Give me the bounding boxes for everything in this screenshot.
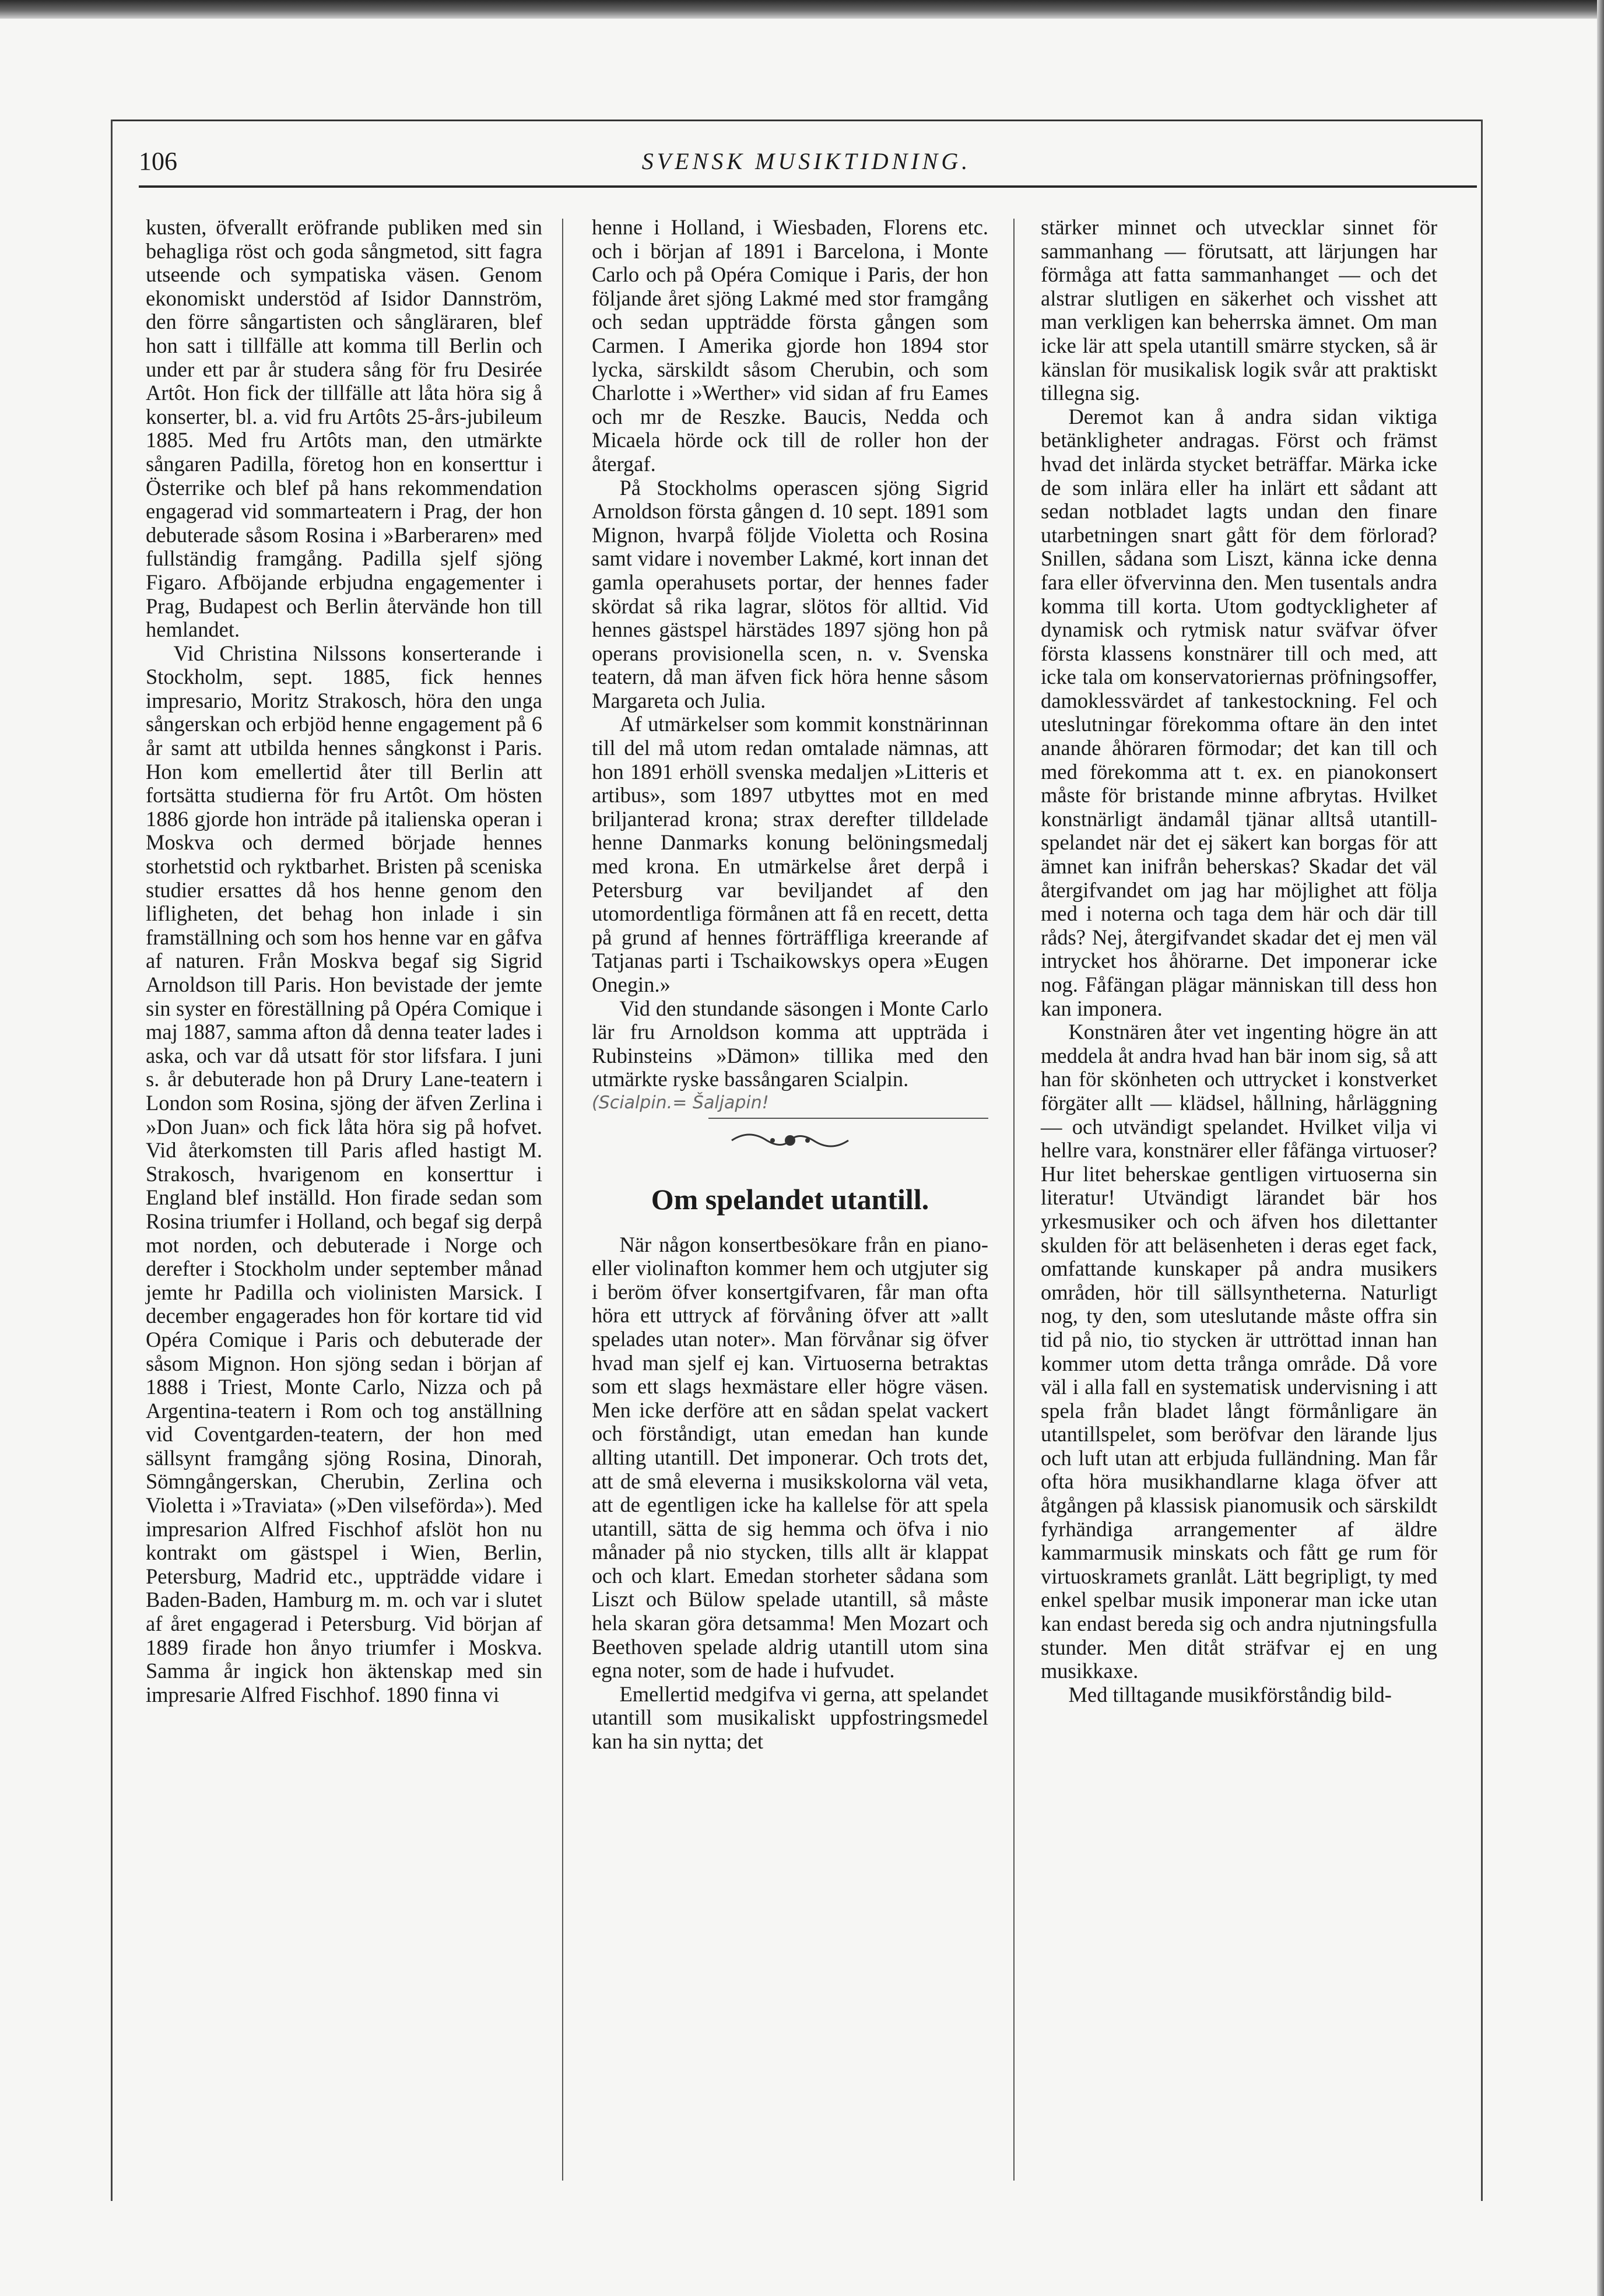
scan-edge-top	[0, 0, 1604, 19]
paragraph: henne i Holland, i Wiesbaden, Florens etc. och i början af 1891 i Barcelona, i Monte Carlo och på Opéra Comique i Paris, der hon följande året sjöng Lakmé med stor framgång och sedan uppträdde första gången som Carmen. I Amerika gjorde hon 1894 stor lycka, särskildt såsom Cherubin, och som Charlotte i »Werther» vid sidan af fru Eames och mr de Reszke. Baucis, Nedda och Micaela hörde ock till de roller hon der återgaf.	[592, 215, 988, 476]
page-frame-left	[111, 120, 113, 2201]
page-frame-right	[1481, 120, 1483, 2201]
paragraph: stärker minnet och utvecklar sinnet för sammanhang — förutsatt, att lärjungen har förmåga att fatta sammanhanget — och det alstrar slutligen en säkerhet och visshet att man verkligen kan beherrska ämnet. Om man icke lär att spela utantill smärre stycken, så är känslan för musikalisk logik svår att praktiskt tillegna sig.	[1041, 215, 1437, 405]
article-title: Om spelandet utantill.	[651, 1182, 929, 1216]
page-frame-top	[111, 120, 1481, 121]
paragraph: Af utmärkelser som kommit konstnärinnan till del må utom redan omtalade nämnas, att hon 1891 erhöll svenska medaljen »Litteris et artibus», som 1897 utbyttes mot en med briljanterad krona; strax derefter tilldelade henne Danmarks konung belöningsmedalj med krona. En utmärkelse året derpå i Petersburg var beviljandet af den utomordentliga förmånen att få en recett, detta på grund af hennes förträffliga kreerande af Tatjanas parti i Tschaikowskys opera »Eugen Onegin.»	[592, 712, 988, 996]
ornament-icon	[726, 1126, 854, 1155]
paragraph: Med tilltagande musikförståndig bild-	[1068, 1682, 1392, 1707]
scan-edge-right	[1597, 0, 1604, 2296]
text-column-middle	[592, 216, 988, 1754]
column-divider	[1013, 219, 1015, 2181]
paragraph: Emellertid medgifva vi gerna, att spelandet utantill som musikaliskt uppfostringsmedel kan ha sin nytta; det	[592, 1681, 988, 1754]
handwritten-annotation: (Scialpin.= Šaljapin!	[592, 1092, 769, 1113]
column-divider	[562, 219, 563, 2181]
text-column-right	[1041, 216, 1437, 1707]
signature-rule	[708, 1118, 988, 1119]
paragraph: kusten, öfverallt eröfrande publiken med sin behagliga röst och goda sångmetod, sitt fagra utseende och sympatiska väsen. Genom ekonomiskt understöd af Isidor Dannström, den förre sångartisten och sångläraren, blef hon satt i tillfälle att komma till Berlin och under ett par år studera sång för fru Desirée Artôt. Hon fick der tillfälle att låta höra sig å konserter, bl. a. vid fru Artôts 25-års-jubileum 1885. Med fru Artôts man, den utmärkte sångaren Padilla, företog hon en konserttur i Österrike och blef på hans rekommendation engagerad vid sommarteatern i Prag, der hon debuterade såsom Rosina i »Barberaren» med fullständig framgång. Padilla sjelf sjöng Figaro. Afböjande erbjudna engagementer i Prag, Budapest och Berlin återvände hon till hemlandet.	[146, 215, 542, 642]
journal-title: SVENSK MUSIKTIDNING.	[641, 148, 971, 174]
paragraph: Vid den stundande säsongen i Monte Carlo lär fru Arnoldson komma att uppträda i Rubinsteins »Dämon» tillika med den utmärkte ryske bassångaren Scialpin.	[592, 996, 988, 1091]
paragraph: Konstnären åter vet ingenting högre än att meddela åt andra hvad han bär inom sig, så att han för skönheten och uttrycket i konstverket förgäter allt — klädsel, hållning, hårläggning — och utvändigt spelandet. Hvilket vilja vi hellre vara, konstnärer eller fåfänga virtuoser? Hur litet beherskae gentligen virtuoserna sin literatur! Utvändigt lärandet bär hos yrkesmusiker och och äfven hos dilettanter skulden för att beläsenheten i deras eget fack, omfattande kunskaper på andra musikers områden, hör till sällsyntheterna. Naturligt nog, ty den, som uteslutande måste offra sin tid på nio, tio stycken är uttröttad innan han kommer utom detta trånga område. Då vore väl i alla fall en systematisk undervisning i att spela från bladet långt förmånligare än utantillspelet, som beröfvar den lärande ljus och luft utan att erbjuda fulländning. Man får ofta höra musikhandlarne klaga öfver att åtgången på klassisk pianomusik och särskildt fyrhändiga arrangementer af äldre kammarmusik minskats och fått ge rum för virtuoskramets granlåt. Lätt begripligt, ty med enkel spelbar musik imponerar man icke utan kan endast bereda sig och andra njutningsfulla stunder. Men ditåt sträfvar ej en ung musikkaxe.	[1041, 1020, 1437, 1683]
header-rule	[139, 185, 1477, 188]
paragraph: Deremot kan å andra sidan viktiga betänkligheter andragas. Först och främst hvad det inlärda stycket beträffar. Märka icke de som inlära eller ha inlärt ett sådant att sedan notbladet lagts undan den finare utarbetningen snart gått för dem förlorad? Snillen, sådana som Liszt, känna icke denna fara eller öfvervinna den. Men tusentals andra komma till korta. Utom godtyckligheter af dynamisk och rytmisk natur sväfvar öfver första klassens konstnärer till och med, att icke tala om konservatoriernas pröfningsoffer, damoklessvärdet af tankestockning. Fel och uteslutningar förekomma oftare än den intet anande åhöraren förmodar; det kan till och med förekomma att t. ex. en pianokonsert måste för bristande minne afbrytas. Hvilket konstnärligt ändamål tjänar alltså utantill-spelandet när det ej säkert kan borgas för att ämnet kan inifrån beherskas? Skadar det väl återgifvandet om jag har möjlighet att följa med i noterna och taga dem här och där till råds? Nej, återgifvandet skadar det ej men väl intrycket hos åhörarne. Det imponerar icke nog. Fåfängan plägar människan till dess hon kan imponera.	[1041, 404, 1437, 1020]
paragraph: Vid Christina Nilssons konserterande i Stockholm, sept. 1885, fick hennes impresario, Moritz Strakosch, höra den unga sångerskan och erbjöd henne engagement på 6 år samt att utbilda hennes sångkonst i Paris. Hon kom emellertid åter till Berlin att fortsätta studierna för fru Artôt. Om hösten 1886 gjorde hon inträde på italienska operan i Moskva och dermed började hennes storhetstid och ryktbarhet. Bristen på sceniska studier ersattes då hos henne genom den lifligheten, det behag hon inlade i sin framställning och som hos henne var en gåfva af naturen. Från Moskva begaf sig Sigrid Arnoldson till Paris. Hon bevistade der jemte sin syster en föreställning på Opéra Comique i maj 1887, samma afton då denna teater lades i aska, och var då utsatt för stor lifsfara. I juni s. år debuterade hon på Drury Lane-teatern i London som Rosina, sjöng der äfven Zerlina i »Don Juan» och fick låta höra sig på hofvet. Vid återkomsten till Paris afled hastigt M. Strakosch, hvarigenom en konserttur i England blef inställd. Hon firade sedan som Rosina triumfer i Holland, och begaf sig derpå mot norden, och debuterade i Norge och derefter i Stockholm under september månad jemte hr Padilla och violinisten Marsick. I december engagerades hon för kortare tid vid Opéra Comique i Paris och debuterade der såsom Mignon. Hon sjöng sedan i början af 1888 i Triest, Monte Carlo, Nizza och på Argentina-teatern i Rom och tog anställning vid Coventgarden-teatern, der hon med sällsynt framgång sjöng Rosina, Dinorah, Sömngångerskan, Cherubin, Zerlina och Violetta i »Traviata» (»Den vilseförda»). Med impresarion Alfred Fischhof afslöt hon nu kontrakt om gästspel i Wien, Berlin, Petersburg, Madrid etc., uppträdde vidare i Baden-Baden, Hamburg m. m. och var i slutet af året engagerad i Petersburg. Vid början af 1889 firade hon ånyo triumfer i Moskva. Samma år ingick hon äktenskap med sin impresarie Alfred Fischhof. 1890 finna vi	[146, 641, 542, 1707]
text-column-left	[146, 216, 542, 1707]
paragraph: På Stockholms operascen sjöng Sigrid Arnoldson första gången d. 10 sept. 1891 som Mignon, hvarpå följde Violetta och Rosina samt vidare i november Lakmé, kort innan det gamla operahusets portar, der hennes fader skördat så rika lagrar, slötos för alltid. Vid hennes gästspel härstädes 1897 sjöng hon på operans provisionella scen, n. v. Svenska teatern, då man äfven fick höra henne såsom Margareta och Julia.	[592, 475, 988, 712]
page-number: 106	[139, 147, 177, 175]
page-header	[139, 143, 1474, 184]
paragraph: När någon konsertbesökare från en piano- eller violinafton kommer hem och utgjuter sig i beröm öfver konsertgifvaren, får man ofta höra ett uttryck af förvåning öfver att »allt spelades utan noter». Man förvånar sig öfver hvad man sjelf ej kan. Virtuoserna betraktas som ett slags hexmästare eller högre väsen. Men icke derföre att en sådan spelat vackert och förståndigt, utan emedan han kunde allting utantill. Det imponerar. Och trots det, att de små eleverna i musikskolorna väl veta, att de egentligen icke ha kallelse för att spela utantill, sätta de sig hemma och öfva i nio månader på nio stycken, tills allt är klappat och och klart. Emedan storheter sådana som Liszt och Bülow spelade utantill, så måste hela skaran göra detsamma! Men Mozart och Beethoven spelade aldrig utantill utom sina egna noter, som de hade i hufvudet.	[592, 1232, 988, 1683]
ornament-divider	[592, 1126, 988, 1155]
